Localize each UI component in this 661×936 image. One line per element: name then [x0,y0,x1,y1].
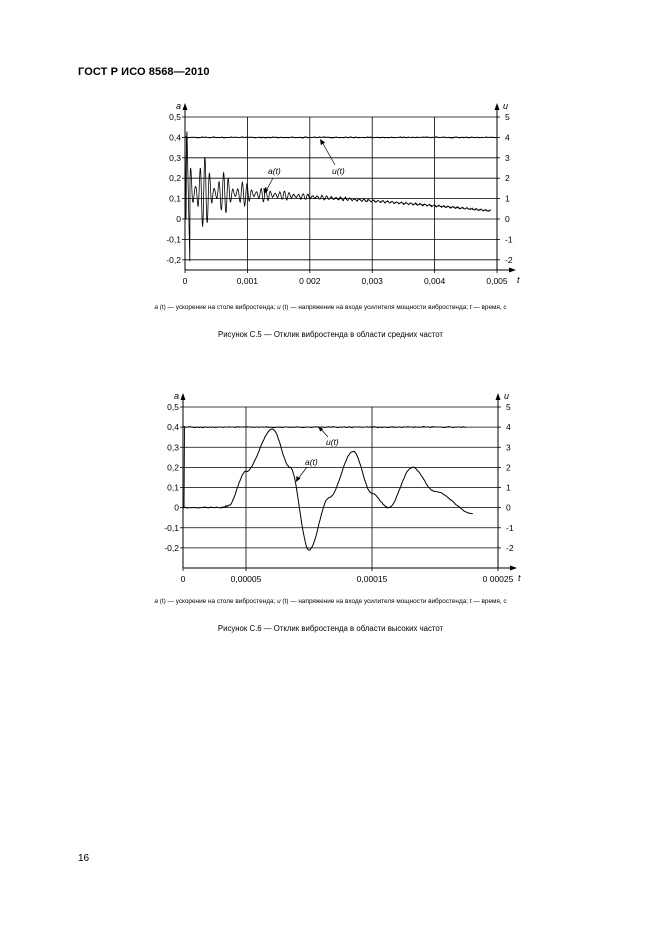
series-line-a [185,131,491,261]
legend-a-description: — ускорение на столе вибростенда; [165,598,278,605]
document-header: ГОСТ Р ИСО 8568—2010 [78,66,210,78]
figure-c5-chart [0,90,661,300]
y-right-axis-name: u [504,391,510,401]
y-left-axis-name: a [176,101,182,111]
x-tick-label: 0,004 [423,276,446,286]
annotation-leader [298,467,307,479]
annotation-label: a(t) [305,457,318,467]
x-axis-arrow [510,566,517,571]
legend-a-symbol: a [154,598,158,605]
y-left-tick-label: -0,1 [166,234,181,245]
y-left-tick-label: 0,2 [169,173,181,184]
legend-u-symbol: u [277,598,281,605]
page-number: 16 [78,853,90,864]
annotation-label: u(t) [326,437,339,447]
y-right-axis-arrow [496,393,501,400]
x-tick-label: 0 [180,574,186,584]
legend-u-description: — напряжение на входе усилителя мощности вибростенда; [288,304,470,311]
y-right-tick-label: -2 [505,254,513,265]
legend-t-symbol: t [469,304,472,311]
x-tick-label: 0,00015 [356,574,388,584]
y-right-tick-label: 0 [506,502,511,513]
figure-c5-legend [0,304,661,311]
y-left-tick-label: 0,4 [167,422,179,433]
annotation-label: u(t) [332,166,345,176]
x-tick-label: 0,005 [486,276,508,286]
y-left-tick-label: -0,2 [166,254,181,265]
y-right-axis-arrow [495,103,500,110]
legend-a-symbol: a [154,304,158,311]
y-right-tick-label: 1 [506,482,511,493]
y-left-tick-label: 0,4 [169,132,181,143]
y-left-tick-label: 0,5 [169,112,181,122]
legend-a-argument: (t) [159,598,166,605]
legend-u-description: — напряжение на входе усилителя мощности вибростенда; [288,598,470,605]
legend-u-argument: (t) [282,304,289,311]
y-right-tick-label: 4 [506,422,511,433]
y-right-tick-label: 0 [505,214,510,224]
y-right-tick-label: 3 [506,442,511,453]
x-tick-label: 0 00025 [482,574,514,584]
y-left-tick-label: -0,2 [164,542,179,553]
figure-c5 [0,90,661,300]
y-left-tick-label: 0,1 [169,193,181,204]
figure-c6 [0,386,661,591]
legend-u-symbol: u [277,304,281,311]
x-tick-label: 0,001 [236,276,259,286]
y-right-tick-label: 5 [505,112,510,122]
legend-t-symbol: t [469,598,472,605]
y-left-axis-arrow [181,393,186,400]
annotation-leader [322,142,335,165]
y-right-tick-label: -2 [506,542,514,553]
y-left-tick-label: 0,3 [169,152,181,163]
legend-a-description: — ускорение на столе вибростенда; [165,304,278,311]
annotation-leader [266,178,273,191]
y-right-tick-label: -1 [506,522,514,533]
legend-a-argument: (t) [159,304,166,311]
y-right-tick-label: 3 [505,152,510,163]
x-axis-name: t [517,275,520,285]
y-left-axis-arrow [183,103,188,110]
y-left-tick-label: -0,1 [164,522,179,533]
legend-t-description: — время, с [471,304,507,311]
y-right-tick-label: 4 [505,132,510,143]
y-left-tick-label: 0,2 [167,462,179,473]
y-right-tick-label: 2 [506,462,511,473]
x-tick-label: 0 002 [299,276,321,286]
figure-c6-legend [0,598,661,605]
annotation-arrowhead [320,139,325,145]
figure-c5-caption: Рисунок С.5 — Отклик вибростенда в области средних частот [218,330,443,339]
y-left-axis-name: a [174,391,180,401]
annotation-label: a(t) [268,166,281,176]
y-left-tick-label: 0,5 [167,402,179,412]
x-tick-label: 0,003 [361,276,383,286]
x-tick-label: 0,00005 [230,574,262,584]
legend-u-argument: (t) [282,598,289,605]
y-left-tick-label: 0 [176,214,181,224]
x-axis-name: t [518,573,521,583]
figure-c6-chart [0,386,661,591]
y-right-tick-label: 1 [505,193,510,204]
figure-c6-caption: Рисунок С.6 — Отклик вибростенда в области высоких частот [217,624,444,633]
y-right-axis-name: u [503,101,509,111]
x-axis-arrow [509,268,516,273]
y-right-tick-label: -1 [505,234,513,245]
y-left-tick-label: 0 [174,502,179,513]
x-tick-label: 0 [182,276,188,286]
y-left-tick-label: 0,1 [167,482,179,493]
y-right-tick-label: 2 [505,173,510,184]
y-right-tick-label: 5 [506,402,511,412]
y-left-tick-label: 0,3 [167,442,179,453]
legend-t-description: — время, с [471,598,507,605]
